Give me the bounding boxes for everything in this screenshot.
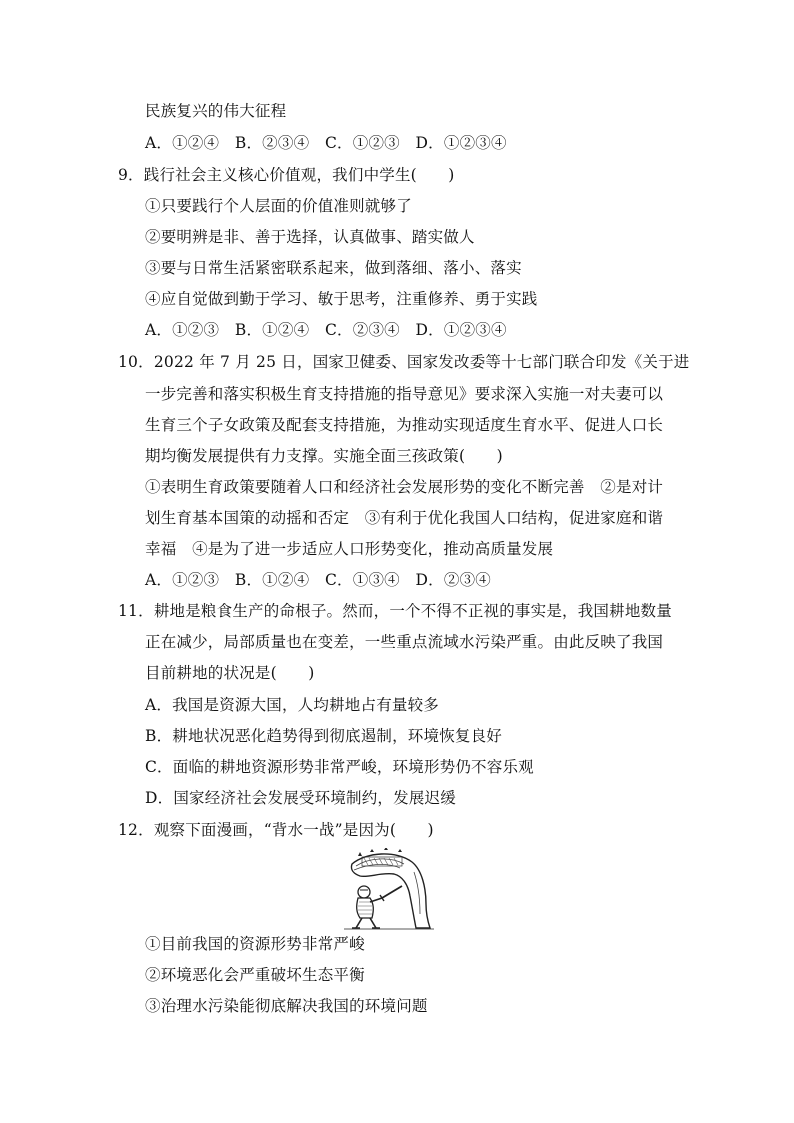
q9-options: A．①②③ B．①②④ C．②③④ D．①②③④ [145,321,507,339]
q11-choice-d: D．国家经济社会发展受环境制约，发展迟缓 [145,789,456,807]
q10-line-3: 生育三个子女政策及配套支持措施，为推动实现适度生育水平、促进人口长 [145,416,664,434]
q11-line-2: 正在减少，局部质量也在变差，一些重点流域水污染严重。由此反映了我国 [145,633,664,651]
q8-options: A．①②④ B．②③④ C．①②③ D．①②③④ [145,134,507,152]
q10-line-7: 幸福 ④是为了进一步适应人口形势变化，推动高质量发展 [145,540,554,558]
q12-item-2: ②环境恶化会严重破坏生态平衡 [145,966,365,984]
q10-line-6: 划生育基本国策的动摇和否定 ③有利于优化我国人口结构，促进家庭和谐 [145,509,664,527]
q9-stem: 9．践行社会主义核心价值观，我们中学生( ) [118,166,455,184]
q12-item-1: ①目前我国的资源形势非常严峻 [145,935,365,953]
q9-item-1: ①只要践行个人层面的价值准则就够了 [145,197,412,215]
q11-choice-c: C．面临的耕地资源形势非常严峻，环境形势仍不容乐观 [145,758,534,776]
q10-options: A．①②③ B．①②④ C．①③④ D．②③④ [145,571,491,589]
q12-stem: 12．观察下面漫画，“背水一战”是因为( ) [118,821,434,839]
q10-line-5: ①表明生育政策要随着人口和经济社会发展形势的变化不断完善 ②是对计 [145,478,664,496]
q10-line-1: 10．2022 年 7 月 25 日，国家卫健委、国家发改委等十七部门联合印发《关于进 [118,353,690,371]
q10-line-4: 期均衡发展提供有力支撑。实施全面三孩政策( ) [145,447,503,465]
q8-continuation: 民族复兴的伟大征程 [145,102,287,120]
q9-item-3: ③要与日常生活紧密联系起来，做到落细、落小、落实 [145,259,522,277]
q12-item-3: ③治理水污染能彻底解决我国的环境问题 [145,997,428,1015]
q10-line-2: 一步完善和落实积极生育支持措施的指导意见》要求深入实施一对夫妻可以 [145,385,664,403]
cartoon-illustration [338,848,438,930]
q9-item-2: ②要明辨是非、善于选择，认真做事、踏实做人 [145,228,475,246]
q11-line-3: 目前耕地的状况是( ) [145,664,315,682]
q11-line-1: 11．耕地是粮食生产的命根子。然而，一个不得不正视的事实是，我国耕地数量 [118,602,672,620]
q11-choice-a: A．我国是资源大国，人均耕地占有量较多 [145,696,439,714]
q9-item-4: ④应自觉做到勤于学习、敏于思考，注重修养、勇于实践 [145,290,538,308]
q11-choice-b: B．耕地状况恶化趋势得到彻底遏制，环境恢复良好 [145,727,502,745]
